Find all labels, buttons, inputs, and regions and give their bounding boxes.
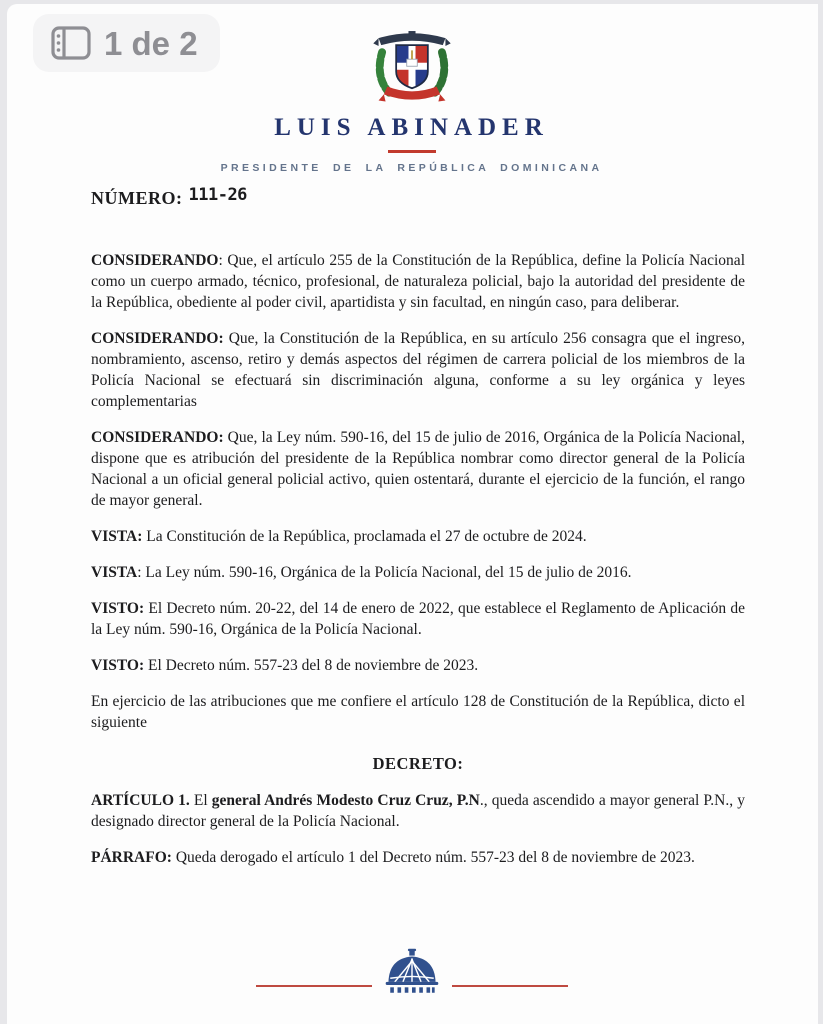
paragraph: VISTO: El Decreto núm. 557-23 del 8 de noviembre de 2023.	[91, 657, 479, 674]
dominican-coat-of-arms-icon	[0, 24, 823, 117]
paragraphs-after-decreto	[91, 790, 745, 868]
footer-ornament	[0, 946, 823, 996]
red-divider	[388, 150, 436, 153]
president-title: PRESIDENTE DE LA REPÚBLICA DOMINICANA	[220, 162, 603, 174]
decree-number-label: NÚMERO:	[91, 188, 183, 208]
page-indicator-label: 1 de 2	[104, 24, 198, 62]
paragraph: En ejercicio de las atribuciones que me confiere el artículo 128 de Constitución de la República, dicto el siguiente	[91, 693, 745, 731]
paragraph: CONSIDERANDO: Que, la Ley núm. 590-16, del 15 de julio de 2016, Orgánica de la Policía Nacional, dispone que es atribución del presidente de la República nombrar como director general de la Policía Nacional a un oficial general policial activo, quien ostentará, durante el ejercicio de la función, el rango de mayor general.	[91, 429, 745, 509]
decree-number-line	[91, 185, 247, 209]
paragraph: CONSIDERANDO: Que, el artículo 255 de la Constitución de la República, define la Policía Nacional como un cuerpo armado, técnico, profesional, de naturaleza policial, bajo la autoridad del presidente de la República, obediente al poder civil, apartidista y sin facultad, en ningún caso, para deliberar.	[91, 252, 745, 311]
palace-dome-icon	[383, 946, 441, 996]
decreto-heading: DECRETO:	[372, 754, 464, 773]
footer-left-rule	[256, 985, 372, 987]
paragraph: CONSIDERANDO: Que, la Constitución de la República, en su artículo 256 consagra que el ingreso, nombramiento, ascenso, retiro y demás aspectos del régimen de carrera policial de los miembros de la Policía Nacional se efectuará sin discriminación alguna, conforme a su ley orgánica y leyes complementarias	[91, 330, 745, 410]
paragraph: VISTA: La Constitución de la República, proclamada el 27 de octubre de 2024.	[91, 528, 587, 545]
decree-number-value: 111-26	[188, 185, 247, 205]
paragraph: PÁRRAFO: Queda derogado el artículo 1 del Decreto núm. 557-23 del 8 de noviembre de 2023.	[91, 849, 695, 866]
paragraph: ARTÍCULO 1. El general Andrés Modesto Cruz Cruz, P.N., queda ascendido a mayor general P.N., y designado director general de la Policía Nacional.	[91, 792, 745, 830]
paragraph: VISTA: La Ley núm. 590-16, Orgánica de la Policía Nacional, del 15 de julio de 2016.	[91, 564, 632, 581]
paragraph: VISTO: El Decreto núm. 20-22, del 14 de enero de 2022, que establece el Reglamento de Aplicación de la Ley núm. 590-16, Orgánica de la Policía Nacional.	[91, 600, 745, 638]
footer-right-rule	[452, 985, 568, 987]
decree-body	[91, 250, 745, 883]
paragraphs-before-decreto	[91, 250, 745, 733]
president-name: LUIS ABINADER	[274, 114, 549, 141]
